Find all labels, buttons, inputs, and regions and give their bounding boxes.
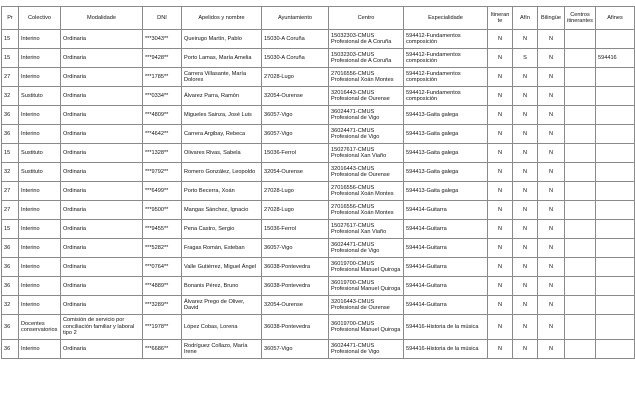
cell-bilingue: N — [538, 106, 565, 125]
cell-afines — [596, 163, 635, 182]
cell-colectivo: Interino — [19, 277, 61, 296]
table-row — [2, 296, 635, 315]
cell-centro: 27016556-CMUS Profesional Xoán Montes — [329, 68, 404, 87]
cell-centro: 36024471-CMUS Profesional de Vigo — [329, 340, 404, 359]
cell-afin: N — [513, 258, 538, 277]
cell-itinerante: N — [488, 106, 513, 125]
cell-afines — [596, 340, 635, 359]
cell-colectivo: Interino — [19, 201, 61, 220]
cell-colectivo: Interino — [19, 220, 61, 239]
cell-pr: 36 — [2, 277, 19, 296]
cell-ayuntamiento: 27028-Lugo — [262, 201, 329, 220]
cell-bilingue: N — [538, 68, 565, 87]
cell-dni: ***4889** — [143, 277, 182, 296]
cell-centro: 15032303-CMUS Profesional de A Coruña — [329, 49, 404, 68]
cell-afines — [596, 258, 635, 277]
cell-colectivo: Sustituto — [19, 87, 61, 106]
header-bilingue: Bilingüe — [538, 7, 565, 30]
cell-apelidos-nombre: López Cobas, Lorena — [182, 315, 262, 340]
cell-apelidos-nombre: Olivares Rivas, Sabela — [182, 144, 262, 163]
cell-dni: ***9500** — [143, 201, 182, 220]
cell-itinerante: N — [488, 220, 513, 239]
cell-especialidade: 594414-Guitarra — [404, 296, 488, 315]
cell-itinerante: N — [488, 87, 513, 106]
cell-bilingue: N — [538, 239, 565, 258]
cell-afin: N — [513, 182, 538, 201]
cell-modalidade: Ordinaria — [61, 258, 143, 277]
cell-itinerante: N — [488, 296, 513, 315]
cell-itinerante: N — [488, 201, 513, 220]
cell-afin: N — [513, 163, 538, 182]
cell-centros-itinerantes — [565, 296, 596, 315]
cell-bilingue: N — [538, 144, 565, 163]
cell-bilingue: N — [538, 87, 565, 106]
cell-ayuntamiento: 15036-Ferrol — [262, 220, 329, 239]
cell-apelidos-nombre: Queirugo Martín, Pablo — [182, 30, 262, 49]
cell-pr: 15 — [2, 220, 19, 239]
cell-afines — [596, 277, 635, 296]
cell-dni: ***3289** — [143, 296, 182, 315]
cell-colectivo: Docentes conservatorios — [19, 315, 61, 340]
cell-especialidade: 594414-Guitarra — [404, 201, 488, 220]
cell-colectivo: Interino — [19, 68, 61, 87]
cell-bilingue: N — [538, 258, 565, 277]
cell-itinerante: N — [488, 30, 513, 49]
cell-pr: 15 — [2, 144, 19, 163]
cell-pr: 36 — [2, 125, 19, 144]
header-centro: Centro — [329, 7, 404, 30]
assignments-table — [1, 6, 635, 359]
cell-afin: N — [513, 106, 538, 125]
cell-ayuntamiento: 36038-Pontevedra — [262, 277, 329, 296]
cell-centros-itinerantes — [565, 340, 596, 359]
cell-itinerante: N — [488, 340, 513, 359]
cell-modalidade: Ordinaria — [61, 220, 143, 239]
cell-centro: 15032303-CMUS Profesional de A Coruña — [329, 30, 404, 49]
cell-centro: 32016443-CMUS Profesional de Ourense — [329, 163, 404, 182]
cell-especialidade: 594416-Historia de la música — [404, 340, 488, 359]
cell-especialidade: 594416-Historia de la música — [404, 315, 488, 340]
header-colectivo: Colectivo — [19, 7, 61, 30]
cell-bilingue: N — [538, 340, 565, 359]
header-ayuntamiento: Ayuntamiento — [262, 7, 329, 30]
table-row — [2, 340, 635, 359]
cell-bilingue: N — [538, 125, 565, 144]
header-dni: DNI — [143, 7, 182, 30]
cell-dni: ***0334** — [143, 87, 182, 106]
cell-dni: ***1978** — [143, 315, 182, 340]
table-row — [2, 87, 635, 106]
cell-modalidade: Ordinaria — [61, 87, 143, 106]
cell-colectivo: Interino — [19, 182, 61, 201]
cell-centros-itinerantes — [565, 220, 596, 239]
cell-colectivo: Interino — [19, 49, 61, 68]
cell-apelidos-nombre: Carrera Argibay, Rebeca — [182, 125, 262, 144]
cell-apelidos-nombre: Migueles Sainza, José Luis — [182, 106, 262, 125]
cell-colectivo: Interino — [19, 258, 61, 277]
cell-pr: 36 — [2, 258, 19, 277]
table-row — [2, 125, 635, 144]
cell-centros-itinerantes — [565, 163, 596, 182]
cell-ayuntamiento: 36057-Vigo — [262, 125, 329, 144]
cell-modalidade: Ordinaria — [61, 68, 143, 87]
cell-ayuntamiento: 32054-Ourense — [262, 163, 329, 182]
cell-pr: 36 — [2, 340, 19, 359]
table-row — [2, 201, 635, 220]
cell-centro: 36024471-CMUS Profesional de Vigo — [329, 106, 404, 125]
table-row — [2, 144, 635, 163]
cell-afines — [596, 296, 635, 315]
header-row — [2, 7, 635, 30]
cell-ayuntamiento: 36038-Pontevedra — [262, 315, 329, 340]
cell-centros-itinerantes — [565, 125, 596, 144]
cell-itinerante: N — [488, 277, 513, 296]
cell-pr: 36 — [2, 239, 19, 258]
cell-dni: ***0764** — [143, 258, 182, 277]
cell-pr: 27 — [2, 68, 19, 87]
cell-afin: S — [513, 49, 538, 68]
cell-itinerante: N — [488, 239, 513, 258]
cell-afines: 594416 — [596, 49, 635, 68]
cell-afin: N — [513, 30, 538, 49]
header-pr: Pr — [2, 7, 19, 30]
header-especialidade: Especialidade — [404, 7, 488, 30]
cell-apelidos-nombre: Pena Castro, Sergio — [182, 220, 262, 239]
header-afines: Afines — [596, 7, 635, 30]
cell-centro: 27016556-CMUS Profesional Xoán Montes — [329, 201, 404, 220]
cell-ayuntamiento: 32054-Ourense — [262, 87, 329, 106]
cell-dni: ***1785** — [143, 68, 182, 87]
cell-itinerante: N — [488, 49, 513, 68]
cell-dni: ***9792** — [143, 163, 182, 182]
table-row — [2, 239, 635, 258]
cell-centros-itinerantes — [565, 144, 596, 163]
cell-centro: 27016556-CMUS Profesional Xoán Montes — [329, 182, 404, 201]
cell-colectivo: Interino — [19, 106, 61, 125]
cell-dni: ***3043** — [143, 30, 182, 49]
cell-colectivo: Interino — [19, 30, 61, 49]
cell-afines — [596, 315, 635, 340]
cell-especialidade: 594412-Fundamentos composición — [404, 49, 488, 68]
cell-centros-itinerantes — [565, 106, 596, 125]
cell-dni: ***6686** — [143, 340, 182, 359]
cell-centro: 36024471-CMUS Profesional de Vigo — [329, 239, 404, 258]
cell-centros-itinerantes — [565, 30, 596, 49]
cell-afin: N — [513, 220, 538, 239]
cell-pr: 32 — [2, 296, 19, 315]
header-modalidade: Modalidade — [61, 7, 143, 30]
cell-pr: 15 — [2, 49, 19, 68]
cell-afin: N — [513, 340, 538, 359]
cell-especialidade: 594412-Fundamentos composición — [404, 68, 488, 87]
cell-centros-itinerantes — [565, 258, 596, 277]
cell-especialidade: 594413-Gaita galega — [404, 125, 488, 144]
cell-centro: 36019700-CMUS Profesional Manuel Quiroga — [329, 315, 404, 340]
table-row — [2, 258, 635, 277]
cell-ayuntamiento: 15030-A Coruña — [262, 30, 329, 49]
cell-afin: N — [513, 125, 538, 144]
cell-dni: ***6499** — [143, 182, 182, 201]
table-body — [2, 30, 635, 359]
cell-modalidade: Ordinaria — [61, 296, 143, 315]
cell-ayuntamiento: 15036-Ferrol — [262, 144, 329, 163]
cell-ayuntamiento: 27028-Lugo — [262, 68, 329, 87]
cell-dni: ***4809** — [143, 106, 182, 125]
cell-afines — [596, 182, 635, 201]
cell-pr: 15 — [2, 30, 19, 49]
cell-ayuntamiento: 15030-A Coruña — [262, 49, 329, 68]
cell-dni: ***9455** — [143, 220, 182, 239]
cell-especialidade: 594412-Fundamentos composición — [404, 30, 488, 49]
table-row — [2, 315, 635, 340]
cell-modalidade: Ordinaria — [61, 163, 143, 182]
cell-modalidade: Ordinaria — [61, 277, 143, 296]
cell-afines — [596, 30, 635, 49]
cell-colectivo: Interino — [19, 125, 61, 144]
cell-apelidos-nombre: Valle Gutiérrez, Miguel Ángel — [182, 258, 262, 277]
cell-colectivo: Interino — [19, 296, 61, 315]
cell-modalidade: Ordinaria — [61, 182, 143, 201]
cell-centros-itinerantes — [565, 49, 596, 68]
table-row — [2, 163, 635, 182]
cell-afin: N — [513, 144, 538, 163]
cell-itinerante: N — [488, 68, 513, 87]
cell-especialidade: 594413-Gaita galega — [404, 163, 488, 182]
cell-bilingue: N — [538, 201, 565, 220]
cell-modalidade: Ordinaria — [61, 144, 143, 163]
cell-afin: N — [513, 315, 538, 340]
cell-especialidade: 594414-Guitarra — [404, 239, 488, 258]
cell-apelidos-nombre: Romero González, Leopoldo — [182, 163, 262, 182]
cell-itinerante: N — [488, 163, 513, 182]
cell-bilingue: N — [538, 277, 565, 296]
cell-especialidade: 594413-Gaita galega — [404, 106, 488, 125]
cell-pr: 27 — [2, 201, 19, 220]
cell-ayuntamiento: 27028-Lugo — [262, 182, 329, 201]
cell-itinerante: N — [488, 315, 513, 340]
cell-pr: 36 — [2, 106, 19, 125]
cell-apelidos-nombre: Fragas Román, Esteban — [182, 239, 262, 258]
table-row — [2, 106, 635, 125]
cell-afines — [596, 239, 635, 258]
cell-modalidade: Ordinaria — [61, 49, 143, 68]
cell-centros-itinerantes — [565, 239, 596, 258]
cell-centros-itinerantes — [565, 315, 596, 340]
cell-apelidos-nombre: Porto Lamas, María Amelia — [182, 49, 262, 68]
cell-dni: ***9428** — [143, 49, 182, 68]
cell-apelidos-nombre: Rodríguez Collazo, María Irene — [182, 340, 262, 359]
header-centros-itinerantes: Centros itinerantes — [565, 7, 596, 30]
table-row — [2, 220, 635, 239]
cell-dni: ***5282** — [143, 239, 182, 258]
cell-colectivo: Sustituto — [19, 144, 61, 163]
header-apelidos-nombre: Apelidos y nombre — [182, 7, 262, 30]
cell-afin: N — [513, 296, 538, 315]
cell-pr: 27 — [2, 182, 19, 201]
cell-afin: N — [513, 68, 538, 87]
cell-centro: 15027617-CMUS Profesional Xan Viaño — [329, 144, 404, 163]
cell-pr: 32 — [2, 163, 19, 182]
cell-centro: 36024471-CMUS Profesional de Vigo — [329, 125, 404, 144]
cell-centros-itinerantes — [565, 182, 596, 201]
cell-modalidade: Ordinaria — [61, 106, 143, 125]
cell-afines — [596, 87, 635, 106]
cell-modalidade: Ordinaria — [61, 30, 143, 49]
cell-ayuntamiento: 36038-Pontevedra — [262, 258, 329, 277]
cell-afines — [596, 220, 635, 239]
table-row — [2, 182, 635, 201]
cell-apelidos-nombre: Álvarez Prego de Oliver, David — [182, 296, 262, 315]
cell-ayuntamiento: 36057-Vigo — [262, 106, 329, 125]
cell-colectivo: Interino — [19, 340, 61, 359]
cell-centros-itinerantes — [565, 277, 596, 296]
cell-especialidade: 594414-Guitarra — [404, 277, 488, 296]
header-afin: Afín — [513, 7, 538, 30]
cell-colectivo: Interino — [19, 239, 61, 258]
cell-centro: 32016443-CMUS Profesional de Ourense — [329, 87, 404, 106]
cell-ayuntamiento: 32054-Ourense — [262, 296, 329, 315]
cell-ayuntamiento: 36057-Vigo — [262, 340, 329, 359]
cell-colectivo: Sustituto — [19, 163, 61, 182]
cell-especialidade: 594412-Fundamentos composición — [404, 87, 488, 106]
cell-especialidade: 594414-Guitarra — [404, 258, 488, 277]
cell-bilingue: N — [538, 315, 565, 340]
cell-centro: 36019700-CMUS Profesional Manuel Quiroga — [329, 277, 404, 296]
cell-afines — [596, 106, 635, 125]
cell-itinerante: N — [488, 182, 513, 201]
cell-dni: ***1328** — [143, 144, 182, 163]
cell-modalidade: Ordinaria — [61, 125, 143, 144]
cell-modalidade: Comisión de servicio por conciliación familiar y laboral tipo 2 — [61, 315, 143, 340]
cell-pr: 32 — [2, 87, 19, 106]
table-row — [2, 68, 635, 87]
cell-modalidade: Ordinaria — [61, 239, 143, 258]
cell-centros-itinerantes — [565, 201, 596, 220]
cell-itinerante: N — [488, 125, 513, 144]
cell-afin: N — [513, 239, 538, 258]
cell-apelidos-nombre: Bonanis Pérez, Bruno — [182, 277, 262, 296]
cell-itinerante: N — [488, 144, 513, 163]
cell-centros-itinerantes — [565, 87, 596, 106]
cell-bilingue: N — [538, 296, 565, 315]
cell-afines — [596, 144, 635, 163]
table-row — [2, 49, 635, 68]
cell-centro: 32016443-CMUS Profesional de Ourense — [329, 296, 404, 315]
cell-apelidos-nombre: Carrera Villasante, María Dolores — [182, 68, 262, 87]
cell-modalidade: Ordinaria — [61, 340, 143, 359]
cell-especialidade: 594413-Gaita galega — [404, 182, 488, 201]
cell-especialidade: 594414-Guitarra — [404, 220, 488, 239]
table-row — [2, 277, 635, 296]
cell-dni: ***4642** — [143, 125, 182, 144]
cell-itinerante: N — [488, 258, 513, 277]
cell-especialidade: 594413-Gaita galega — [404, 144, 488, 163]
cell-modalidade: Ordinaria — [61, 201, 143, 220]
cell-afines — [596, 68, 635, 87]
cell-afin: N — [513, 277, 538, 296]
cell-afines — [596, 125, 635, 144]
cell-centros-itinerantes — [565, 68, 596, 87]
cell-centro: 36019700-CMUS Profesional Manuel Quiroga — [329, 258, 404, 277]
cell-bilingue: N — [538, 49, 565, 68]
table-row — [2, 30, 635, 49]
cell-apelidos-nombre: Mangas Sánchez, Ignacio — [182, 201, 262, 220]
cell-apelidos-nombre: Álvarez Parra, Ramón — [182, 87, 262, 106]
cell-afin: N — [513, 201, 538, 220]
cell-ayuntamiento: 36057-Vigo — [262, 239, 329, 258]
cell-bilingue: N — [538, 163, 565, 182]
header-itinerante: Itinerante — [488, 7, 513, 30]
cell-bilingue: N — [538, 220, 565, 239]
cell-bilingue: N — [538, 182, 565, 201]
cell-apelidos-nombre: Porto Becerra, Xoán — [182, 182, 262, 201]
cell-afin: N — [513, 87, 538, 106]
cell-bilingue: N — [538, 30, 565, 49]
cell-pr: 36 — [2, 315, 19, 340]
cell-afines — [596, 201, 635, 220]
cell-centro: 15027617-CMUS Profesional Xan Viaño — [329, 220, 404, 239]
